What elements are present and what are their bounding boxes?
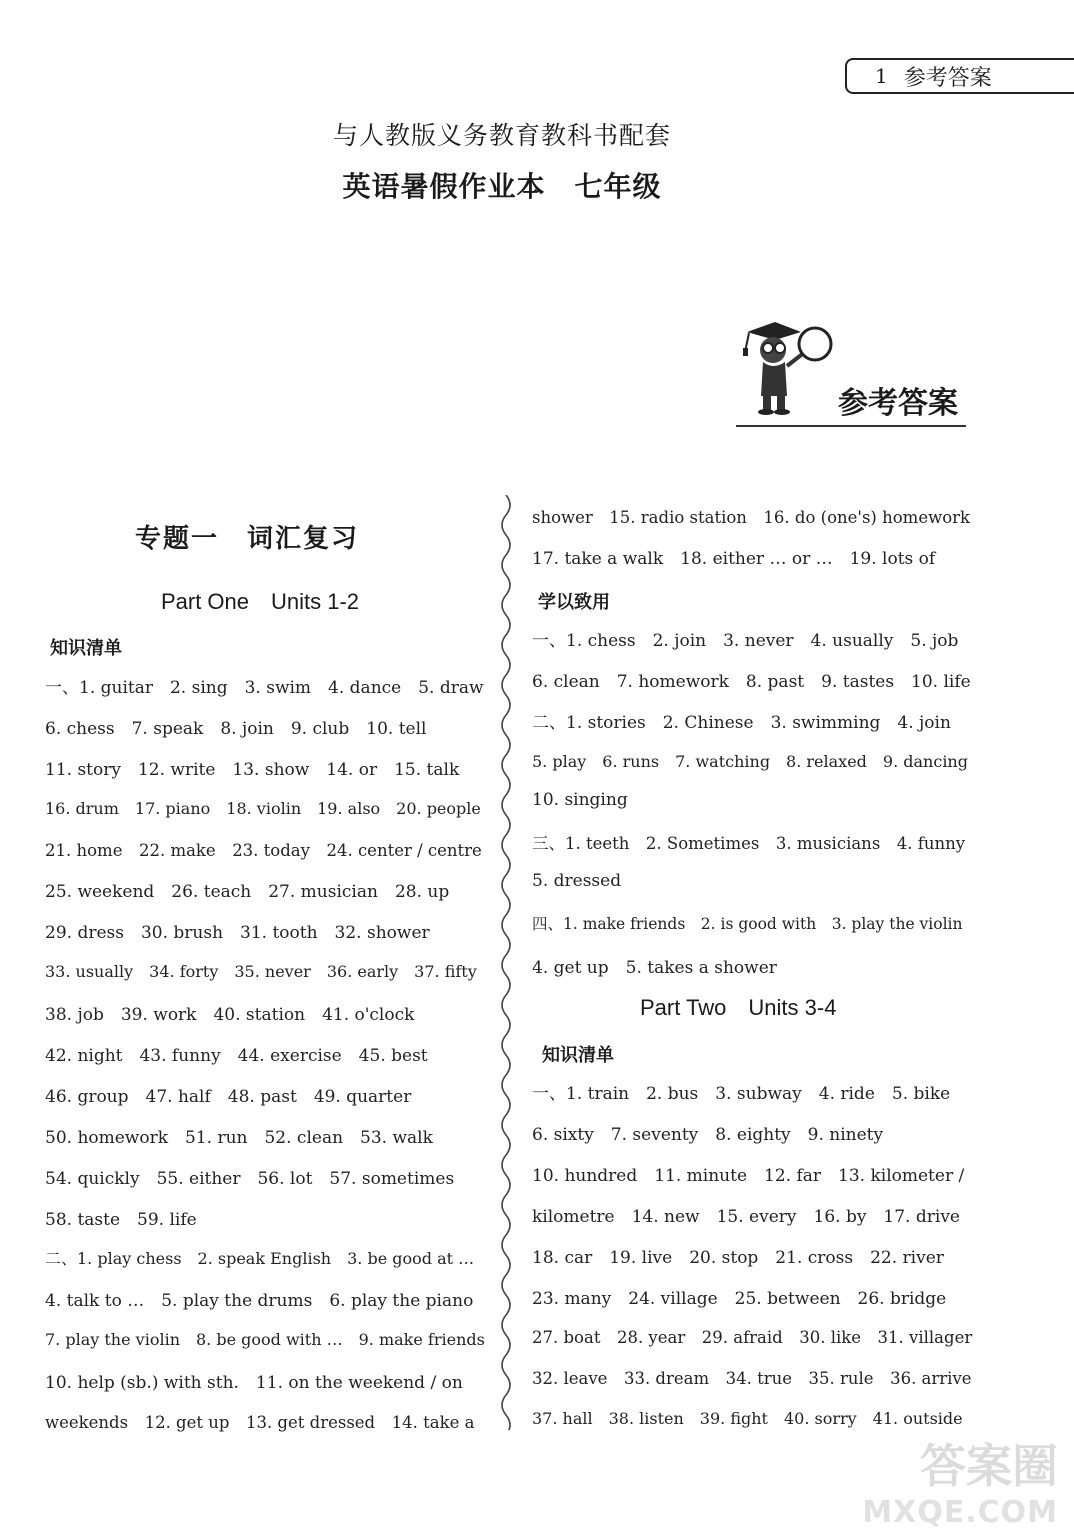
- scholar-mascot-icon: [735, 318, 847, 418]
- answer-banner-title: 参考答案: [838, 386, 958, 421]
- watermark-logo-text: 答案圈: [920, 1439, 1058, 1493]
- answer-line: 33. usually 34. forty 35. never 36. early 37. fifty: [45, 962, 477, 981]
- watermark-url-text: MXQE.COM: [862, 1495, 1058, 1530]
- answer-line: 16. drum 17. piano 18. violin 19. also 20. people: [45, 799, 481, 818]
- answer-line: 10. hundred 11. minute 12. far 13. kilometer /: [532, 1166, 965, 1186]
- answer-line: 6. clean 7. homework 8. past 9. tastes 10. life: [532, 672, 971, 692]
- part-two-heading: Part Two Units 3-4: [640, 995, 837, 1020]
- answer-line: 10. help (sb.) with sth. 11. on the weekend / on: [45, 1373, 463, 1393]
- answer-line: weekends 12. get up 13. get dressed 14. take a: [45, 1413, 475, 1432]
- site-watermark: [862, 1439, 1066, 1532]
- answer-line: 4. talk to … 5. play the drums 6. play the piano: [45, 1291, 474, 1311]
- answer-line: 7. play the violin 8. be good with … 9. make friends: [45, 1330, 485, 1349]
- answer-line: 5. dressed: [532, 871, 622, 891]
- answer-line: 50. homework 51. run 52. clean 53. walk: [45, 1128, 433, 1148]
- answer-line: 38. job 39. work 40. station 41. o'clock: [45, 1005, 415, 1025]
- answer-line: 32. leave 33. dream 34. true 35. rule 36. arrive: [532, 1369, 972, 1388]
- page-number: 1: [875, 64, 888, 88]
- answer-line: shower 15. radio station 16. do (one's) homework: [532, 508, 971, 527]
- answer-line: 三、1. teeth 2. Sometimes 3. musicians 4. funny: [532, 834, 966, 853]
- answer-line: 58. taste 59. life: [45, 1210, 197, 1230]
- answer-line: 6. chess 7. speak 8. join 9. club 10. tell: [45, 719, 427, 739]
- answer-line: 6. sixty 7. seventy 8. eighty 9. ninety: [532, 1125, 884, 1145]
- apply-section-heading: 学以致用: [538, 592, 610, 613]
- book-title: 英语暑假作业本 七年级: [342, 170, 662, 203]
- part-one-heading: Part One Units 1-2: [160, 589, 360, 614]
- answer-line: 4. get up 5. takes a shower: [532, 958, 777, 978]
- answer-banner-rule: [736, 425, 966, 427]
- book-subtitle: 与人教版义务教育教科书配套: [332, 121, 671, 150]
- section-heading: 知识清单: [542, 1045, 614, 1066]
- answer-line: 17. take a walk 18. either … or … 19. lots of: [532, 549, 936, 569]
- page-tab-label: 参考答案: [903, 65, 992, 91]
- answer-line: 10. singing: [532, 790, 628, 810]
- answer-line: 四、1. make friends 2. is good with 3. play the violin: [532, 915, 963, 933]
- section-heading: 知识清单: [50, 638, 122, 659]
- page-number-tab: [845, 58, 1074, 94]
- answer-line: 11. story 12. write 13. show 14. or 15. talk: [45, 760, 460, 780]
- answer-line: 29. dress 30. brush 31. tooth 32. shower: [45, 923, 430, 943]
- column-divider: [494, 495, 518, 1430]
- topic-heading: 专题一 词汇复习: [134, 524, 359, 554]
- answer-line: 二、1. play chess 2. speak English 3. be good at …: [45, 1249, 475, 1268]
- answer-line: 一、1. guitar 2. sing 3. swim 4. dance 5. draw: [45, 678, 484, 698]
- answer-line: 21. home 22. make 23. today 24. center / centre: [45, 841, 482, 860]
- answer-line: 23. many 24. village 25. between 26. bridge: [532, 1289, 947, 1309]
- answer-line: 一、1. chess 2. join 3. never 4. usually 5. job: [532, 631, 959, 651]
- answer-line: 42. night 43. funny 44. exercise 45. best: [45, 1046, 428, 1066]
- answer-line: 5. play 6. runs 7. watching 8. relaxed 9. dancing: [532, 752, 968, 771]
- answer-line: 54. quickly 55. either 56. lot 57. sometimes: [45, 1169, 455, 1189]
- answer-line: 37. hall 38. listen 39. fight 40. sorry 41. outside: [532, 1409, 963, 1428]
- answer-line: 18. car 19. live 20. stop 21. cross 22. river: [532, 1248, 944, 1268]
- answer-line: 一、1. train 2. bus 3. subway 4. ride 5. bike: [532, 1084, 951, 1104]
- answer-line: 25. weekend 26. teach 27. musician 28. up: [45, 882, 450, 902]
- answer-line: 46. group 47. half 48. past 49. quarter: [45, 1087, 412, 1107]
- answer-line: 27. boat 28. year 29. afraid 30. like 31. villager: [532, 1328, 973, 1347]
- answer-line: kilometre 14. new 15. every 16. by 17. drive: [532, 1207, 960, 1227]
- answer-line: 二、1. stories 2. Chinese 3. swimming 4. join: [532, 713, 951, 733]
